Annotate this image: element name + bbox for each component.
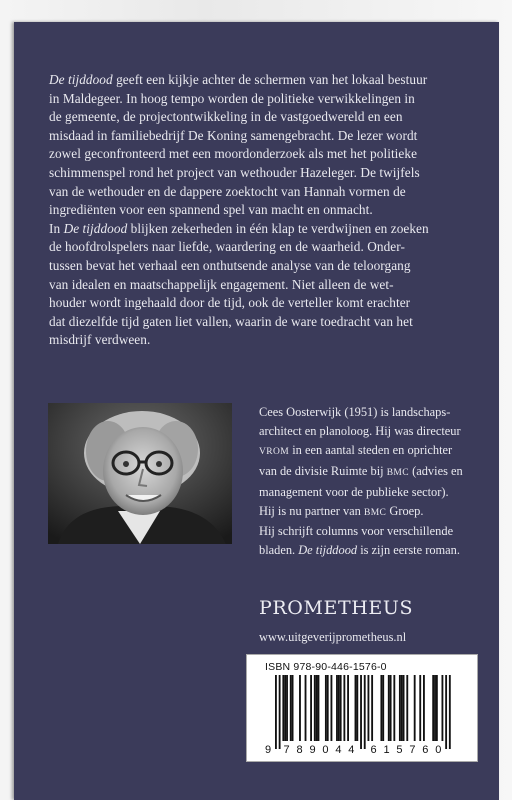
bio-text: bladen. [259,543,299,558]
bio-text: Hij is nu partner van [259,503,364,518]
barcode-bar [284,675,286,741]
blurb-text: tussen bevat het verhaal een onthutsende analyse van de teloorgang [49,257,411,273]
barcode-bar [434,675,436,741]
bio-text: BMC [363,507,387,518]
blurb-text: zowel geconfronteerd met een moordonderzoek als met het politieke [49,146,418,162]
blurb-line [49,257,479,276]
bio-line [259,522,474,541]
blurb-text: in Maldegeer. In hoog tempo worden de politieke verwikkelingen in [49,90,415,106]
blurb-line [49,145,479,164]
barcode-bar [449,675,451,749]
barcode-bar [388,675,390,741]
blurb-text: houder wordt ingehaald door de tijd, ook de verteller komt erachter [49,295,411,311]
barcode-bar [347,675,349,741]
blurb-text: geeft een kijkje achter de schermen van het lokaal bestuur [112,72,428,87]
barcode-bar [336,675,338,741]
barcode-bar [399,675,401,741]
barcode-bar [338,675,340,741]
barcode-bar [310,675,312,741]
barcode-bar [356,675,358,741]
barcode-bar [331,675,333,741]
barcode-digit: 6 [370,744,377,756]
barcode-bar [355,675,357,741]
barcode-digit: 8 [296,744,303,756]
barcode-bar [325,675,327,741]
barcode-digit: 7 [283,744,290,756]
bio-line [259,502,474,523]
bio-line [259,422,474,441]
barcode-bar [290,675,292,741]
barcode-bar [368,675,370,741]
bio-text: VROM [259,446,290,457]
barcode-digit: 9 [309,744,316,756]
blurb-line [49,331,479,350]
publisher-logo: PROMETHEUS [259,597,414,619]
barcode-bar [414,675,416,741]
blurb-text: blijken zekerheden in één klap te verdwijnen en zoeken [127,220,429,236]
author-photo [48,403,232,544]
barcode-bar [316,675,318,741]
barcode-bar [292,675,294,741]
blurb-line [49,313,479,332]
barcode-bar [393,675,395,741]
barcode-bar [282,675,284,741]
blurb-text: de hoofdrolspelers naar liefde, waardering en de waarheid. Onder- [49,239,405,255]
barcode-bar [445,675,447,749]
barcode-digit: 1 [383,744,390,756]
bio-text: BMC [386,467,410,478]
barcode-digit: 7 [409,744,416,756]
barcode-digit: 0 [435,744,442,756]
barcode [247,655,479,763]
bio-text: Groep. [386,503,424,518]
barcode-digit: 4 [335,744,342,756]
barcode-digit: 9 [265,744,272,756]
barcode-bar [423,675,425,741]
book-title: De tijddood [298,543,358,558]
bio-line [259,483,474,502]
barcode-bar [380,675,382,741]
barcode-bar [382,675,384,741]
bio-text: Hij schrijft columns voor verschillende [259,524,454,539]
bio-text: van de divisie Ruimte bij [259,463,387,478]
barcode-bar [299,675,301,741]
blurb-line [49,90,479,109]
bio-text: management voor de publieke sector). [259,484,449,499]
barcode-digit: 5 [396,744,403,756]
blurb-text: van idealen en maatschappelijk engagement. Niet alleen de wet- [49,276,394,292]
barcode-bar [343,675,345,741]
blurb-line [49,276,479,295]
book-title: De tijddood [63,220,128,236]
barcode-bar [390,675,392,741]
barcode-bar [314,675,316,741]
barcode-digit: 0 [322,744,329,756]
bio-line [259,541,474,560]
blurb-line [49,238,479,257]
barcode-digit: 6 [422,744,429,756]
bio-text: in een aantal steden en oprichter [289,442,453,457]
barcode-bar [279,675,281,749]
barcode-label [246,654,478,762]
barcode-bar [371,675,373,741]
blurb-line [49,127,479,146]
bio-text: Cees Oosterwijk (1951) is landschaps- [259,405,451,419]
barcode-bar [340,675,342,741]
author-bio [259,403,474,560]
barcode-bar [403,675,405,741]
barcode-bar [406,675,408,741]
barcode-bar [419,675,421,741]
barcode-bar [360,675,362,749]
blurb-text: de gemeente, de projectontwikkeling in de vastgoedwereld en een [49,109,403,125]
blurb-text: misdaad in familiebedrijf De Koning samengebracht. De lezer wordt [49,127,418,143]
barcode-digit: 4 [348,744,355,756]
bio-line [259,403,474,422]
blurb-line [49,220,479,239]
blurb-line [49,164,479,183]
barcode-bar [442,675,444,741]
bio-text: (advies en [409,463,463,478]
isbn-number: ISBN 978-90-446-1576-0 [265,661,387,673]
book-title: De tijddood [49,72,113,87]
barcode-bar [432,675,434,741]
blurb-text: dat diezelfde tijd gaten liet vallen, waarin de ware toedracht van het [49,313,413,329]
barcode-bar [327,675,329,741]
bio-line [259,462,474,483]
blurb-text: ingrediënten voor een spannend spel van macht en onmacht. [49,202,373,218]
barcode-bar [286,675,288,741]
blurb-text: schimmenspel rond het project van wethouder Hazeleger. De twijfels [49,164,420,180]
blurb-text: In [49,220,64,236]
blurb-line [49,71,479,90]
barcode-bar [305,675,307,741]
blurb-line [49,183,479,202]
blurb-text: van de wethouder en de dappere zoektocht van Hannah vormen de [49,183,406,199]
blurb-line [49,201,479,220]
bio-text: architect en planoloog. Hij was directeur [259,423,461,438]
bio-line [259,441,474,462]
back-cover-blurb [49,71,479,350]
barcode-bar [436,675,438,741]
bio-text: is zijn eerste roman. [357,543,460,558]
barcode-bar [275,675,277,749]
barcode-bar [401,675,403,741]
blurb-line [49,108,479,127]
publisher-website: www.uitgeverijprometheus.nl [259,630,407,644]
blurb-text: misdrijf verdween. [49,332,151,348]
barcode-bar [318,675,320,741]
blurb-line [49,294,479,313]
barcode-bar [364,675,366,749]
